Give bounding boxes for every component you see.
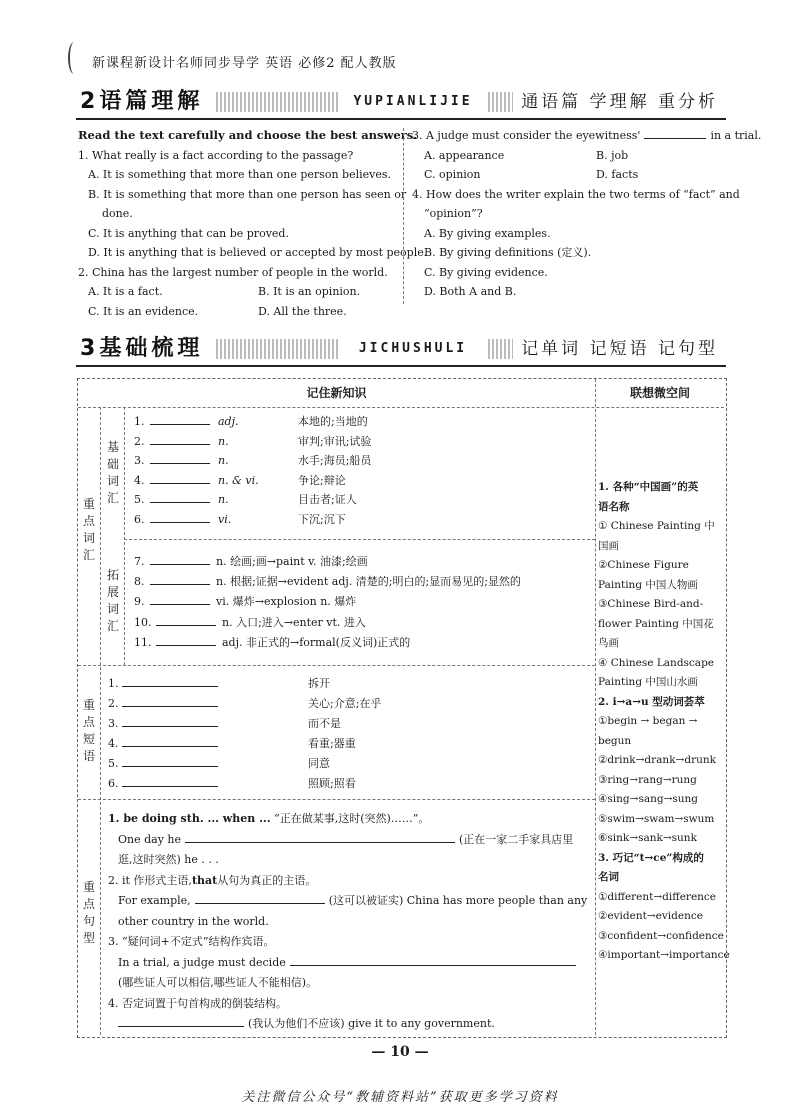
vocab-blank[interactable] bbox=[150, 483, 210, 484]
basic-vocab-row bbox=[134, 491, 357, 507]
part-of-speech: n. bbox=[218, 493, 229, 507]
basic-vocab-row bbox=[134, 433, 371, 449]
meaning: 水手;海员;船员 bbox=[298, 454, 372, 468]
q1-option-b-cont: done. bbox=[102, 207, 133, 220]
side-note-line: Painting 中国人物画 bbox=[598, 578, 698, 591]
row-number: 3. bbox=[134, 454, 145, 468]
q3-blank[interactable] bbox=[644, 138, 706, 139]
side-note-line: flower Painting 中国花 bbox=[598, 617, 714, 630]
definition: n. 绘画;画→paint v. 油漆;绘画 bbox=[216, 555, 368, 568]
row-number: 5. bbox=[134, 493, 145, 507]
page-number: — 10 — bbox=[371, 1044, 429, 1060]
s1-title-en: 1. be doing sth. ... when ... bbox=[108, 812, 271, 825]
s3-title: 3. “疑问词+不定式”结构作宾语。 bbox=[108, 935, 275, 948]
cat-vocab-label: 重点词汇 bbox=[82, 497, 95, 562]
vocab-blank[interactable] bbox=[150, 522, 210, 523]
part-of-speech: adj. bbox=[218, 415, 239, 428]
questions-left bbox=[78, 126, 428, 321]
side-note-line: ②evident→evidence bbox=[598, 910, 703, 922]
q3-option-d[interactable]: D. facts bbox=[596, 168, 639, 181]
section3-heading: 3基础梳理 bbox=[80, 336, 204, 361]
q3-option-b[interactable]: B. job bbox=[596, 148, 629, 162]
side-note-line: 语名称 bbox=[598, 500, 630, 513]
q1-option-c[interactable]: C. It is anything that can be proved. bbox=[88, 226, 289, 240]
page-edge-decoration bbox=[68, 42, 80, 74]
row-number: 11. bbox=[134, 635, 152, 649]
row-number: 8. bbox=[134, 575, 145, 589]
phrase-row bbox=[108, 735, 356, 751]
meaning: 拆开 bbox=[308, 677, 330, 690]
side-note-line: ④important→importance bbox=[598, 949, 730, 961]
meaning: 下沉;沉下 bbox=[298, 513, 346, 526]
row-number: 1. bbox=[134, 415, 145, 428]
phrase-row bbox=[108, 695, 381, 711]
part-of-speech: n. bbox=[218, 434, 229, 448]
basic-vocab-row bbox=[134, 452, 371, 468]
side-note-line: 3. 巧记“t→ce”构成的 bbox=[598, 851, 704, 864]
section3-pinyin: JICHUSHULI bbox=[338, 339, 488, 359]
q2-option-d[interactable]: D. All the three. bbox=[258, 304, 347, 318]
cat-ext-label: 拓展词汇 bbox=[106, 568, 119, 633]
instruction: Read the text carefully and choose the best answers. bbox=[78, 128, 418, 142]
side-note-line: ① Chinese Painting 中 bbox=[598, 520, 715, 532]
meaning: 本地的;当地的 bbox=[298, 415, 368, 428]
basic-vocab-row bbox=[134, 413, 368, 429]
row-number: 5. bbox=[108, 757, 119, 770]
ext-vocab-row bbox=[134, 593, 356, 609]
q1-stem: 1. What really is a fact according to the passage? bbox=[78, 148, 354, 162]
row-number: 7. bbox=[134, 555, 145, 568]
s2-line1-b: (这可以被证实) China has more people than any bbox=[328, 894, 588, 907]
vocab-blank[interactable] bbox=[150, 444, 210, 445]
side-note-line: ⑥sink→sank→sunk bbox=[598, 832, 697, 844]
vocab-blank[interactable] bbox=[150, 564, 210, 565]
meaning: 看重;器重 bbox=[308, 737, 356, 750]
s2-title-a: 2. it 作形式主语, bbox=[108, 873, 192, 887]
row-number: 6. bbox=[134, 513, 145, 526]
meaning: 目击者;证人 bbox=[298, 493, 357, 507]
meaning: 争论;辩论 bbox=[298, 473, 346, 487]
q4-stem-cont: “opinion”? bbox=[424, 207, 483, 220]
section2-pinyin: YUPIANLIJIE bbox=[338, 92, 488, 112]
side-note-line: ①begin → began → bbox=[598, 715, 698, 727]
q2-stem: 2. China has the largest number of people in the world. bbox=[78, 265, 388, 279]
vocab-blank[interactable] bbox=[150, 502, 210, 503]
basic-vocab-row bbox=[134, 472, 346, 488]
definition: vi. 爆炸→explosion n. 爆炸 bbox=[216, 595, 357, 609]
q4-option-a[interactable]: A. By giving examples. bbox=[424, 226, 551, 240]
vocab-blank[interactable] bbox=[156, 645, 216, 646]
side-note-line: 1. 各种“中国画”的英 bbox=[598, 481, 699, 493]
section3-slogan: 记单词 记短语 记句型 bbox=[513, 335, 726, 363]
side-note-line: ③ring→rang→rung bbox=[598, 773, 697, 786]
side-note-line: ④ Chinese Landscape bbox=[598, 656, 715, 669]
phrase-blank[interactable] bbox=[122, 686, 218, 687]
phrase-row bbox=[108, 715, 341, 731]
cat-phrase-label: 重点短语 bbox=[82, 698, 95, 763]
side-note-line: ①different→difference bbox=[598, 890, 717, 903]
q2-option-a[interactable]: A. It is a fact. bbox=[88, 285, 163, 298]
row-number: 4. bbox=[108, 737, 119, 750]
q3-option-a[interactable]: A. appearance bbox=[424, 148, 505, 162]
s1-line2: 逛,这时突然) he . . . bbox=[118, 853, 219, 866]
s3-line2: (哪些证人可以相信,哪些证人不能相信)。 bbox=[118, 976, 318, 989]
s1-line1-b: (正在一家二手家具店里 bbox=[459, 832, 574, 846]
q3-option-c[interactable]: C. opinion bbox=[424, 168, 481, 181]
s1-line1-a: One day he bbox=[118, 832, 182, 846]
column-divider bbox=[403, 128, 404, 304]
ext-vocab-row bbox=[134, 614, 366, 630]
q2-option-c[interactable]: C. It is an evidence. bbox=[88, 304, 199, 318]
ext-vocab-row bbox=[134, 553, 368, 569]
side-note-line: 名词 bbox=[598, 871, 619, 883]
s2-blank[interactable] bbox=[195, 903, 325, 904]
side-note-line: Painting 中国山水画 bbox=[598, 676, 698, 688]
part-of-speech: n. bbox=[218, 454, 229, 468]
s4-blank[interactable] bbox=[118, 1026, 244, 1027]
s2-title-b: that bbox=[191, 873, 218, 887]
definition: n. 入口;进入→enter vt. 进入 bbox=[222, 615, 366, 629]
table-head-side: 联想微空间 bbox=[629, 386, 690, 400]
ext-vocab-row bbox=[134, 634, 410, 650]
q3-stem-a: 3. A judge must consider the eyewitness' bbox=[412, 129, 641, 142]
cat-basic-label: 基础词汇 bbox=[106, 440, 119, 505]
meaning: 审判;审讯;试验 bbox=[298, 434, 372, 448]
vocab-blank[interactable] bbox=[150, 424, 210, 425]
row-number: 6. bbox=[108, 777, 119, 790]
section2-slogan: 通语篇 学理解 重分析 bbox=[513, 88, 726, 116]
part-of-speech: n. & vi. bbox=[218, 473, 259, 487]
q1-option-a[interactable]: A. It is something that more than one person believes. bbox=[88, 168, 391, 181]
phrase-blank[interactable] bbox=[122, 766, 218, 767]
vocab-blank[interactable] bbox=[156, 625, 216, 626]
side-note-line: 鸟画 bbox=[598, 637, 619, 649]
q3-stem-b: in a trial. bbox=[710, 129, 762, 142]
row-number: 9. bbox=[134, 595, 145, 609]
q4-stem: 4. How does the writer explain the two terms of “fact” and bbox=[412, 187, 740, 201]
phrase-blank[interactable] bbox=[122, 746, 218, 747]
side-note-line: ④sing→sang→sung bbox=[598, 793, 699, 805]
part-of-speech: vi. bbox=[218, 513, 232, 526]
phrase-blank[interactable] bbox=[122, 706, 218, 707]
side-note-line: ③confident→confidence bbox=[598, 929, 724, 942]
s2-title-c: 从句为真正的主语。 bbox=[217, 873, 317, 887]
s1-title-cn: “正在做某事,这时(突然)……”。 bbox=[274, 812, 430, 825]
s4-title: 4. 否定词置于句首构成的倒装结构。 bbox=[108, 996, 287, 1010]
q1-option-b[interactable]: B. It is something that more than one person has seen or bbox=[88, 187, 407, 201]
table-head-main: 记住新知识 bbox=[306, 386, 367, 400]
page-header: 新课程新设计名师同步导学 英语 必修2 配人教版 bbox=[92, 56, 397, 71]
side-note-line: 国画 bbox=[598, 539, 619, 552]
phrase-row bbox=[108, 675, 330, 691]
q1-option-d[interactable]: D. It is anything that is believed or accepted by most people. bbox=[88, 246, 428, 259]
definition: adj. 非正式的→formal(反义词)正式的 bbox=[222, 635, 411, 649]
section3-banner bbox=[76, 335, 726, 363]
vocab-blank[interactable] bbox=[150, 604, 210, 605]
s1-blank[interactable] bbox=[185, 842, 455, 843]
side-note-line: ⑤swim→swam→swum bbox=[598, 812, 715, 825]
definition: n. 根据;证据→evident adj. 清楚的;明白的;显而易见的;显然的 bbox=[216, 575, 521, 589]
row-number: 2. bbox=[134, 434, 145, 448]
phrase-row bbox=[108, 775, 356, 791]
ext-vocab-row bbox=[134, 573, 521, 589]
meaning: 关心;介意;在乎 bbox=[308, 697, 382, 710]
row-number: 4. bbox=[134, 473, 145, 487]
row-number: 2. bbox=[108, 697, 119, 710]
s3-blank[interactable] bbox=[290, 965, 576, 966]
row-number: 3. bbox=[108, 717, 119, 730]
side-note-line: ③Chinese Bird-and- bbox=[598, 598, 704, 610]
sentence-patterns bbox=[108, 809, 592, 1035]
phrase-row bbox=[108, 755, 330, 771]
vocab-blank[interactable] bbox=[150, 584, 210, 585]
row-number: 1. bbox=[108, 677, 119, 690]
side-note-line: begun bbox=[598, 734, 632, 747]
basic-vocab-row bbox=[134, 511, 346, 527]
section2-heading: 2语篇理解 bbox=[80, 89, 204, 114]
side-note-line: ②drink→drank→drunk bbox=[598, 754, 716, 766]
vocab-blank[interactable] bbox=[150, 463, 210, 464]
row-number: 10. bbox=[134, 615, 152, 629]
meaning: 照顾;照看 bbox=[308, 777, 356, 790]
s4-line1: (我认为他们不应该) give it to any government. bbox=[248, 1017, 495, 1030]
footer-note: 关注微信公众号“教辅资料站”获取更多学习资料 bbox=[241, 1090, 559, 1105]
phrase-blank[interactable] bbox=[122, 786, 218, 787]
side-note-line: 2. i→a→u 型动词荟萃 bbox=[598, 695, 705, 708]
q4-option-d[interactable]: D. Both A and B. bbox=[424, 285, 517, 298]
s3-line1: In a trial, a judge must decide bbox=[118, 955, 286, 969]
phrase-blank[interactable] bbox=[122, 726, 218, 727]
q4-option-c[interactable]: C. By giving evidence. bbox=[424, 265, 548, 279]
s2-line1-a: For example, bbox=[118, 894, 191, 907]
q2-option-b[interactable]: B. It is an opinion. bbox=[258, 285, 361, 298]
section2-banner bbox=[76, 88, 726, 116]
s2-line2: other country in the world. bbox=[118, 914, 269, 928]
cat-sentence-label: 重点句型 bbox=[82, 880, 95, 945]
side-notes bbox=[598, 478, 730, 966]
questions-right bbox=[412, 126, 762, 302]
meaning: 同意 bbox=[308, 757, 330, 770]
meaning: 而不是 bbox=[308, 717, 341, 730]
side-note-line: ②Chinese Figure bbox=[598, 559, 689, 571]
q4-option-b[interactable]: B. By giving definitions (定义). bbox=[424, 246, 592, 259]
